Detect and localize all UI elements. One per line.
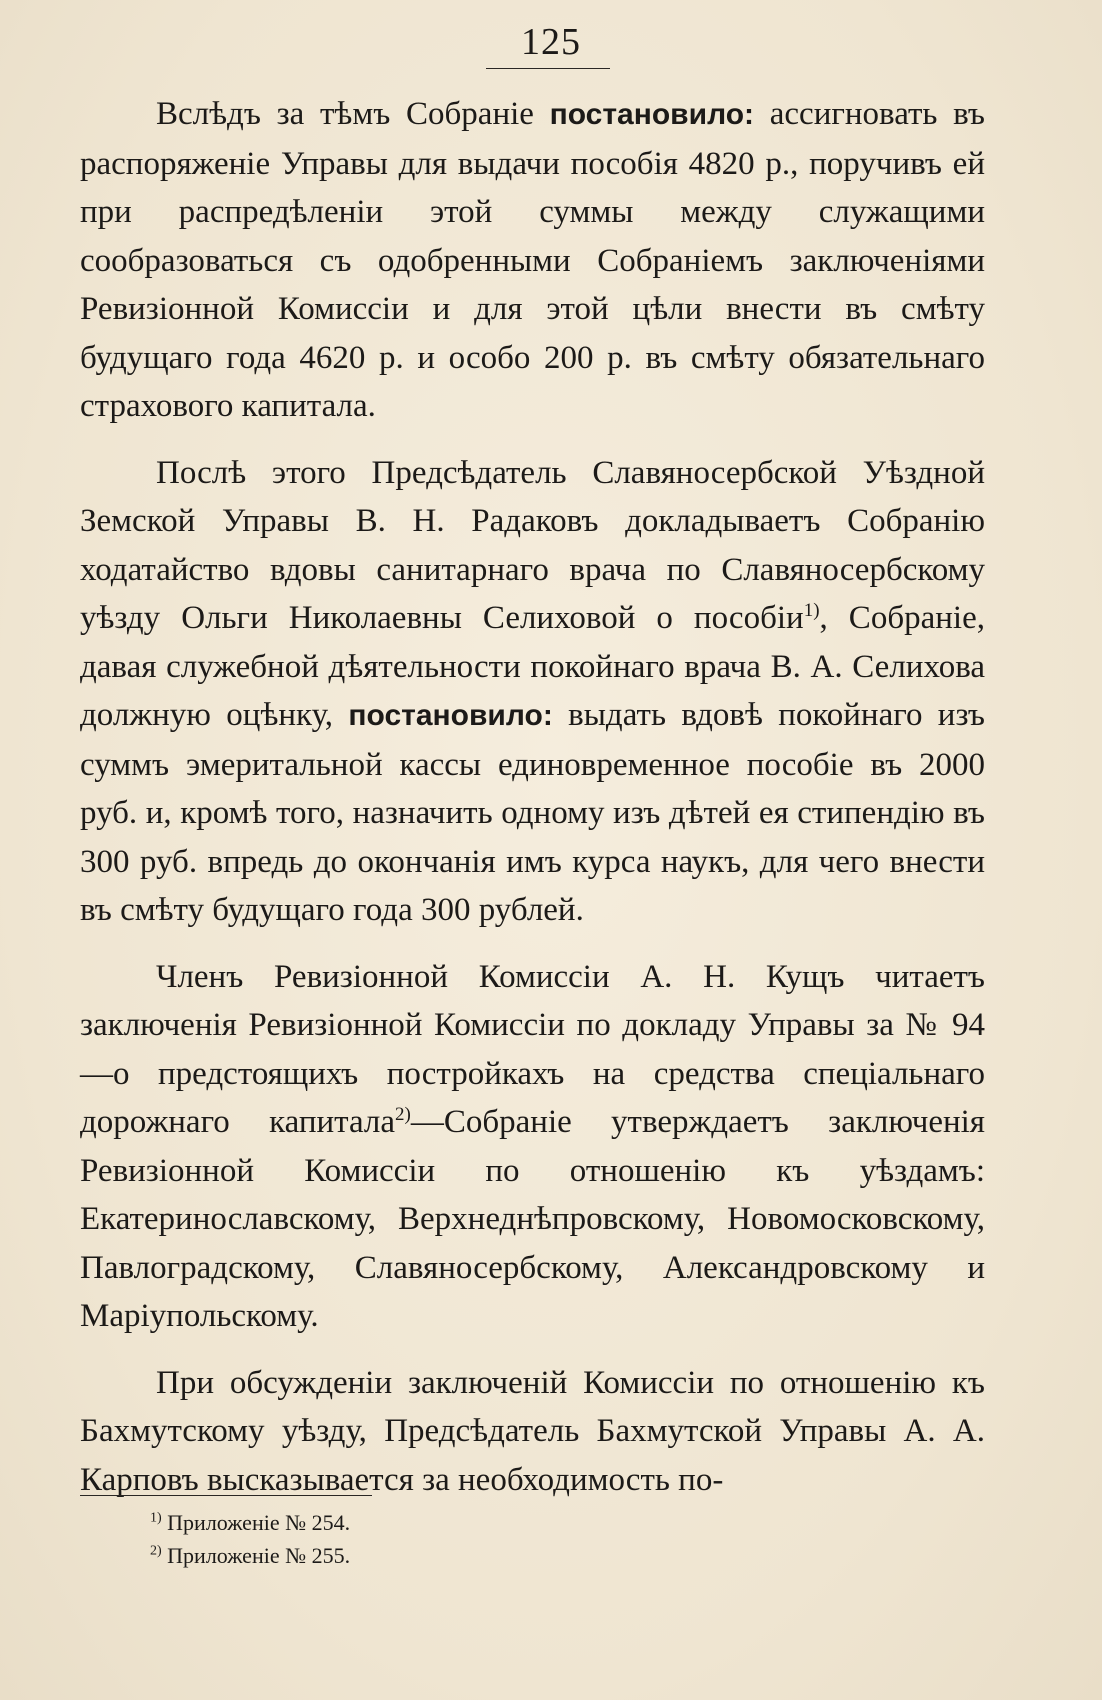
paragraph xyxy=(80,1359,985,1505)
footnote-text: Приложеніе № 254. xyxy=(161,1510,351,1535)
text-segment: ассигновать въ распоряженіе Управы для выдачи пособія 4820 р., поручивъ ей при распредѣленіи этой суммы между служащими сообразоваться съ одобренными Собраніемъ заключеніями Ревизіонной Комиссіи и для этой цѣли внести въ смѣту будущаго года 4620 р. и особо 200 р. въ смѣту обязательнаго страхового капитала. xyxy=(80,96,985,424)
page-number-rule xyxy=(486,68,610,69)
footnote xyxy=(150,1506,850,1539)
text-segment: —Собраніе утверждаетъ заключенія Ревизіонной Комиссіи по отношенію къ уѣздамъ: Екатеринославскому, Верхнеднѣпровскому, Новомосковскому, Павлоградскому, Славяносербскому, Александровскому и Маріупольскому. xyxy=(80,1104,985,1334)
text-segment: При обсужденіи заключеній Комиссіи по отношенію къ Бахмутскому уѣзду, Предсѣдатель Бахмутской Управы А. А. Карповъ высказывается за необходимость по- xyxy=(80,1364,985,1498)
footnote-text: Приложеніе № 255. xyxy=(161,1543,351,1568)
footnote-reference: 2) xyxy=(395,1104,411,1125)
page-number: 125 xyxy=(521,21,581,63)
footnote-mark: 2) xyxy=(150,1543,162,1559)
footnote-reference: 1) xyxy=(803,600,820,621)
footnote xyxy=(150,1539,850,1572)
body-text xyxy=(80,90,985,1522)
footnote-rule xyxy=(80,1495,372,1496)
paragraph xyxy=(80,449,985,935)
text-segment: Послѣ этого Предсѣдатель Славяносербской Уѣздной Земской Управы В. Н. Радаковъ докладываетъ Собранію ходатайство вдовы санитарнаго врача по Славяносербскому уѣзду Ольги Николаевны Селиховой о пособіи xyxy=(80,454,985,636)
paragraph xyxy=(80,90,985,431)
footnote-mark: 1) xyxy=(150,1510,162,1526)
text-segment: Членъ Ревизіонной Комиссіи А. Н. Кущъ читаетъ заключенія Ревизіонной Комиссіи по докладу Управы за № 94—о предстоящихъ постройкахъ на средства спеціальнаго дорожнаго капитала xyxy=(80,958,985,1140)
bold-keyword: постановило: xyxy=(348,699,553,732)
text-segment: выдать вдовѣ покойнаго изъ суммъ эмеритальной кассы единовременное пособіе въ 2000 руб. и, кромѣ того, назначить одному изъ дѣтей ея стипендію въ 300 руб. впредь до окончанія имъ курса наукъ, для чего внести въ смѣту будущаго года 300 рублей. xyxy=(80,697,985,928)
text-segment: , Собраніе, давая служебной дѣятельности покойнаго врача В. А. Селихова должную оцѣнку, xyxy=(80,600,985,733)
bold-keyword: постановило: xyxy=(549,98,755,131)
text-segment: Вслѣдъ за тѣмъ Собраніе xyxy=(156,96,550,132)
paragraph xyxy=(80,953,985,1341)
footnotes xyxy=(150,1506,850,1572)
